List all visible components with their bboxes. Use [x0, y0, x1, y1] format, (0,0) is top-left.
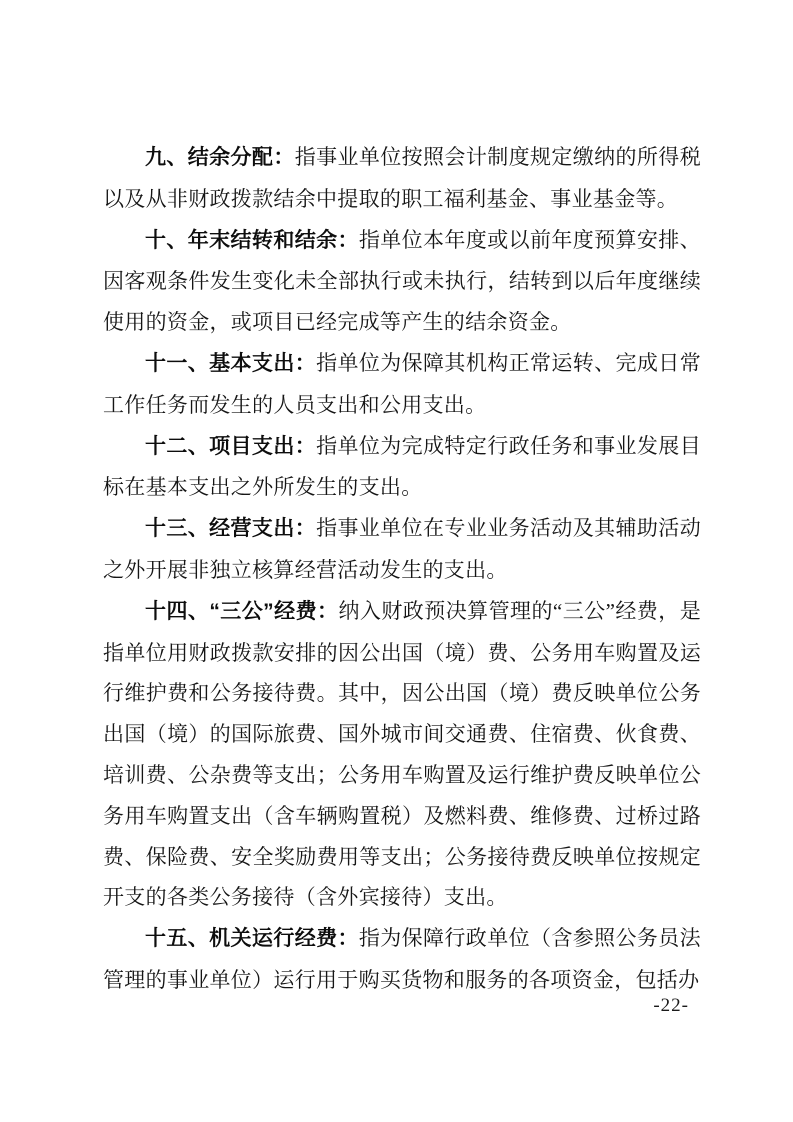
definition-text-15: 指为保障行政单位（含参照公务员法管理的事业单位）运行用于购买货物和服务的各项资金，包括办	[103, 926, 701, 992]
definition-text-11: 指单位为保障其机构正常运转、完成日常工作任务而发生的人员支出和公用支出。	[103, 350, 701, 417]
definition-text-12: 指单位为完成特定行政任务和事业发展目标在基本支出之外所发生的支出。	[103, 433, 701, 500]
term-label-13: 十三、经营支出：	[145, 517, 317, 541]
term-label-10: 十、年末结转和结余：	[145, 228, 359, 252]
definition-paragraph-9	[103, 137, 701, 220]
definition-paragraph-10	[103, 220, 701, 343]
definition-text-10: 指单位本年度或以前年度预算安排、因客观条件发生变化未全部执行或未执行，结转到以后年度继续使用的资金，或项目已经完成等产生的结余资金。	[103, 227, 701, 335]
definition-paragraph-11	[103, 343, 701, 426]
definition-paragraph-15	[103, 918, 701, 1001]
definition-paragraph-13	[103, 508, 701, 591]
term-label-11: 十一、基本支出：	[145, 351, 317, 375]
definition-paragraph-12	[103, 426, 701, 509]
definition-text-14: 纳入财政预决算管理的“三公”经费，是指单位用财政拨款安排的因公出国（境）费、公务用车购置及运行维护费和公务接待费。其中，因公出国（境）费反映单位公务出国（境）的国际旅费、国外城市间交通费、住宿费、伙食费、培训费、公杂费等支出；公务用车购置及运行维护费反映单位公务用车购置支出（含车辆购置税）及燃料费、维修费、过桥过路费、保险费、安全奖励费用等支出；公务接待费反映单位按规定开支的各类公务接待（含外宾接待）支出。	[103, 598, 701, 910]
term-label-15: 十五、机关运行经费：	[145, 927, 359, 951]
term-label-9: 九、结余分配：	[145, 146, 295, 169]
term-label-12: 十二、项目支出：	[145, 434, 317, 458]
term-label-14: 十四、“三公”经费：	[145, 599, 339, 623]
definition-text-9: 指事业单位按照会计制度规定缴纳的所得税以及从非财政拨款结余中提取的职工福利基金、事业基金等。	[103, 145, 701, 211]
page-number: -22-	[653, 995, 689, 1016]
definition-text-13: 指事业单位在专业业务活动及其辅助活动之外开展非独立核算经营活动发生的支出。	[103, 516, 701, 582]
document-body	[103, 137, 701, 1001]
definition-paragraph-14	[103, 591, 701, 918]
